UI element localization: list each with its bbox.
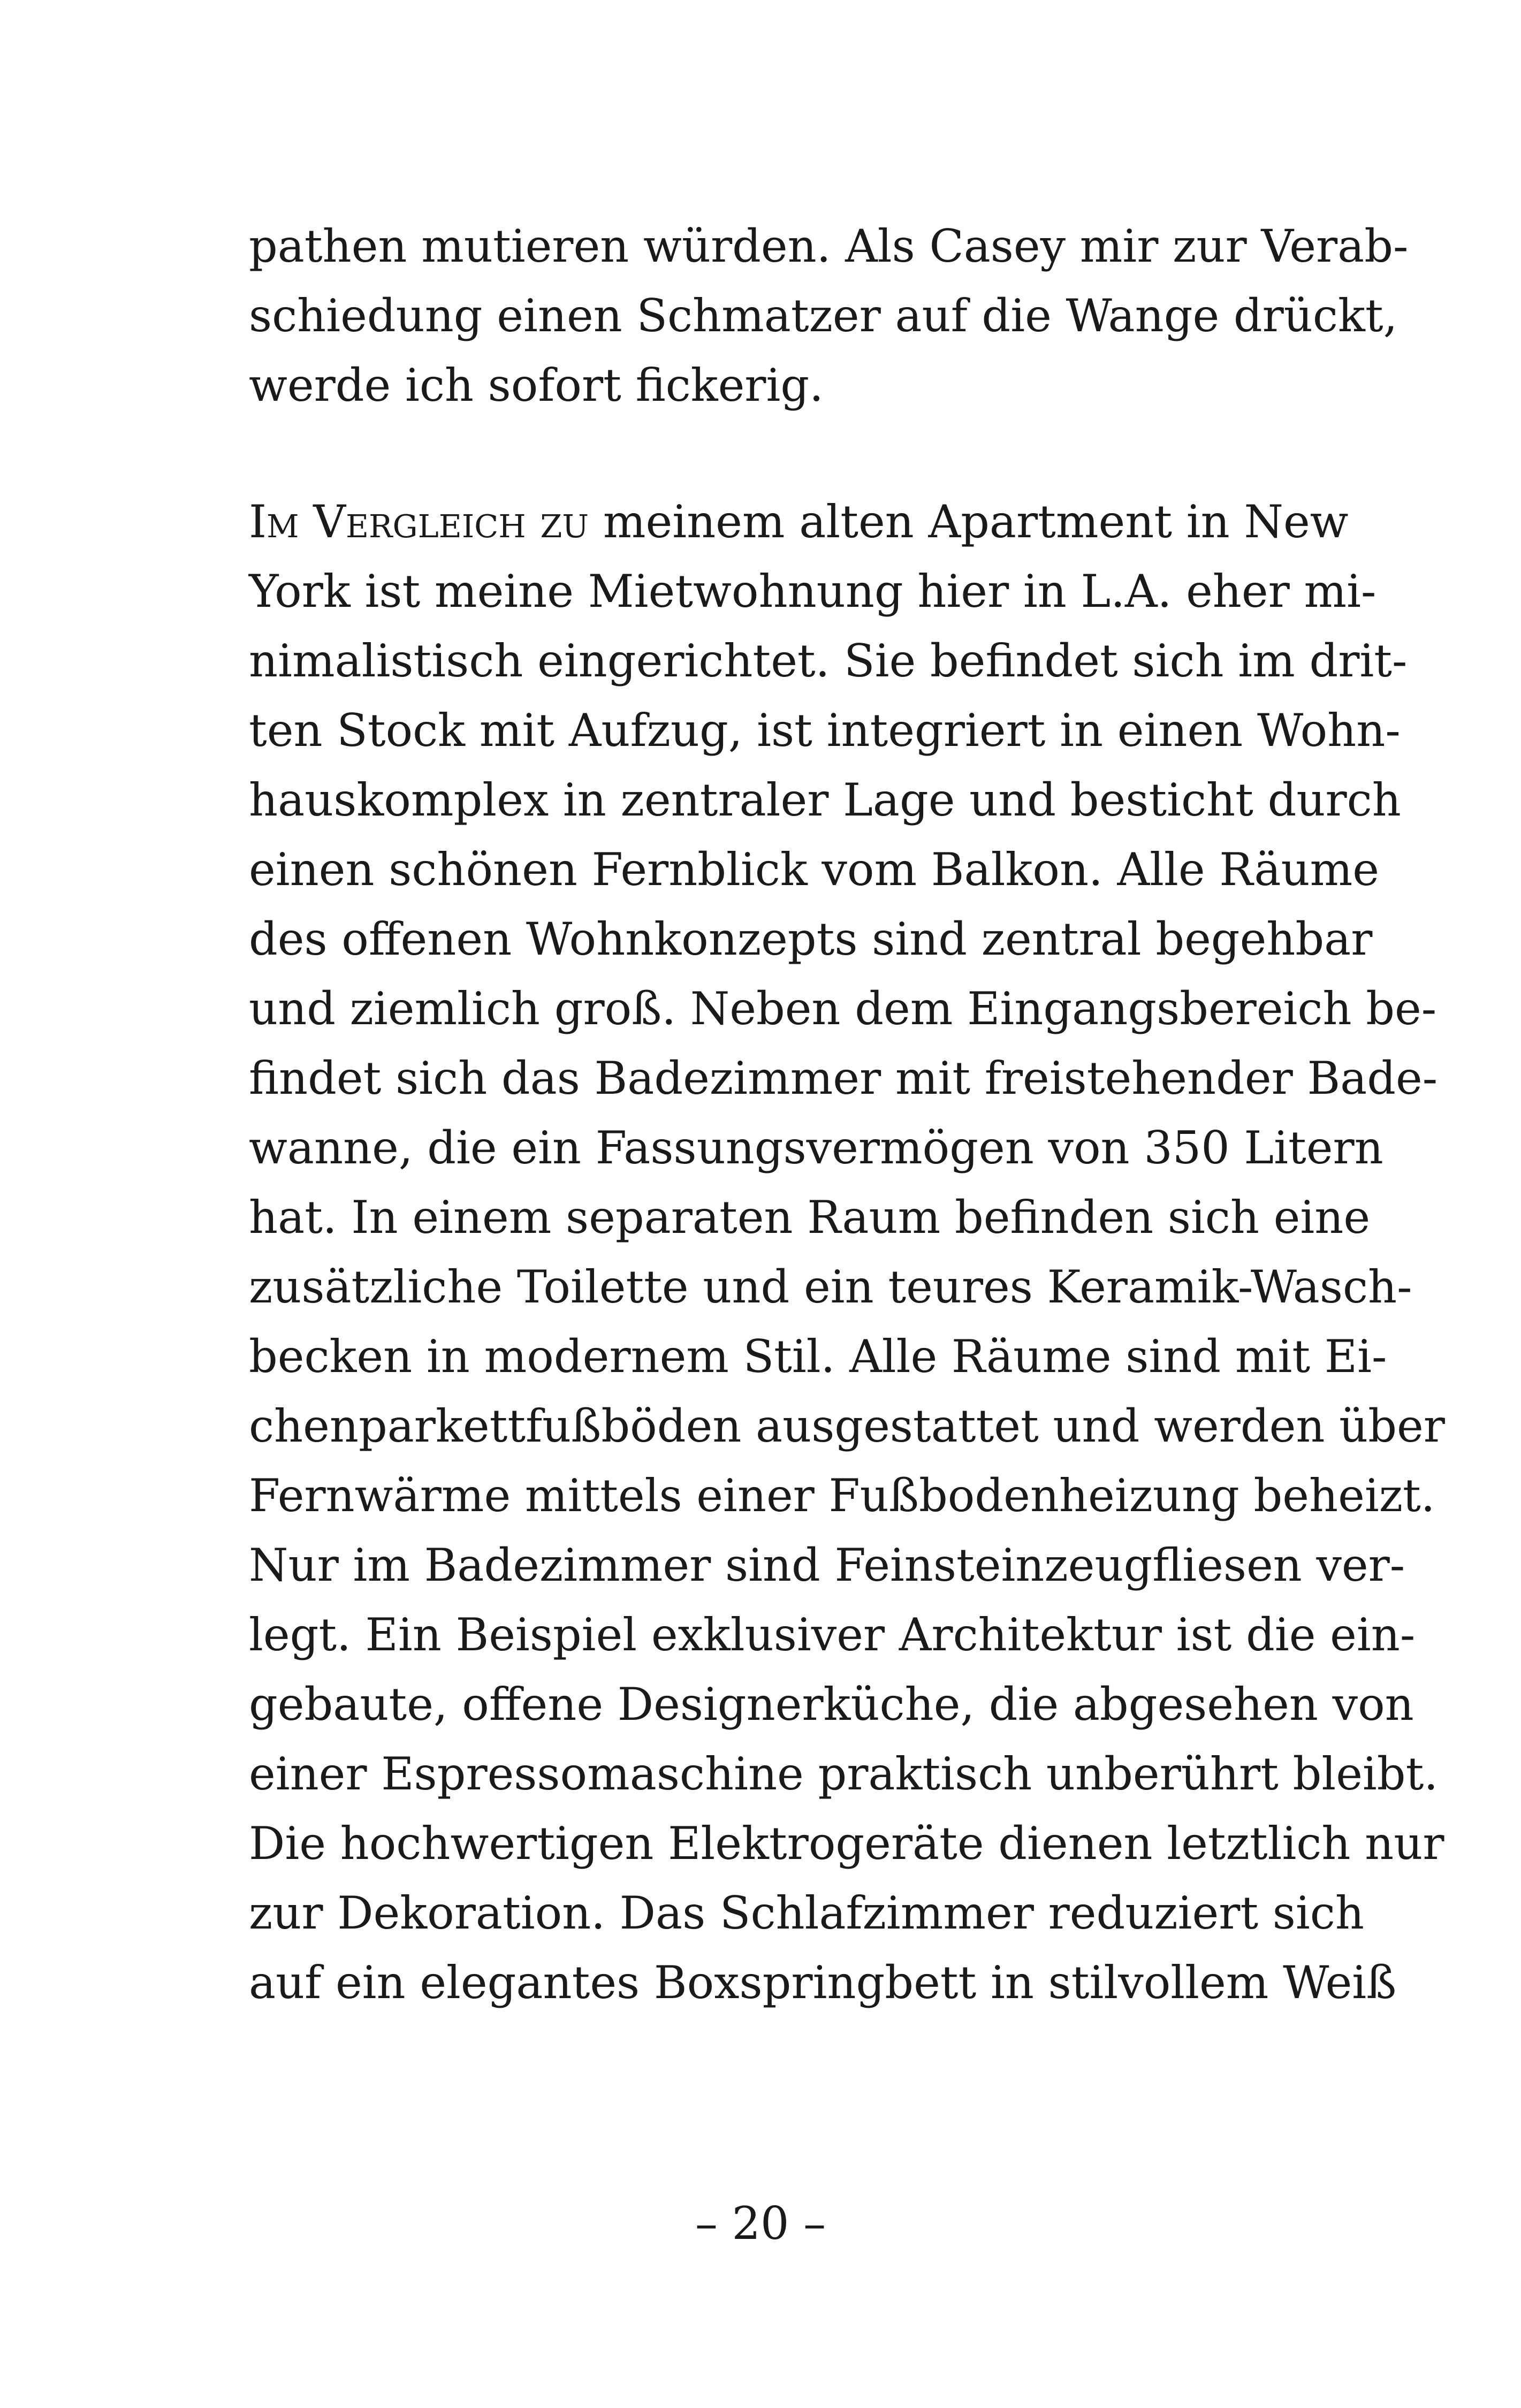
text-line: schiedung einen Schmatzer auf die Wange drückt, (249, 289, 1398, 342)
text-line: Fernwärme mittels einer Fußbodenheizung beheizt. (249, 1469, 1435, 1522)
page-number: – 20 – (695, 2197, 826, 2250)
text-line: findet sich das Badezimmer mit freistehender Bade- (249, 1052, 1438, 1104)
text-line: und ziemlich groß. Neben dem Eingangsbereich be- (249, 982, 1437, 1035)
opening-line-rest: meinem alten Apartment in New (589, 496, 1349, 548)
text-line: hauskomplex in zentraler Lage und besticht durch (249, 774, 1401, 826)
text-line: einen schönen Fernblick vom Balkon. Alle Räume (249, 843, 1379, 896)
text-line: zusätzliche Toilette und ein teures Keramik-Wasch- (249, 1261, 1412, 1313)
text-line: becken in modernem Stil. Alle Räume sind mit Ei- (249, 1330, 1387, 1383)
text-line: ten Stock mit Aufzug, ist integriert in einen Wohn- (249, 704, 1401, 757)
text-line: pathen mutieren würden. Als Casey mir zur Verab- (249, 220, 1409, 272)
text-line: wanne, die ein Fassungsvermögen von 350 Litern (249, 1122, 1383, 1174)
text-line: einer Espressomaschine praktisch unberührt bleibt. (249, 1748, 1439, 1800)
text-line: chenparkettfußböden ausgestattet und werden über (249, 1400, 1445, 1452)
paragraph-1 (249, 211, 1409, 420)
text-line: Die hochwertigen Elektrogeräte dienen letztlich nur (249, 1817, 1444, 1870)
paragraph-2 (249, 487, 1445, 2017)
text-line: legt. Ein Beispiel exklusiver Architektur ist die ein- (249, 1609, 1416, 1661)
text-line: zur Dekoration. Das Schlafzimmer reduziert sich (249, 1887, 1364, 1939)
text-line-opening (249, 487, 1349, 557)
text-line: Nur im Badezimmer sind Feinsteinzeugfliesen ver- (249, 1539, 1405, 1591)
text-line: gebaute, offene Designerküche, die abgesehen von (249, 1678, 1414, 1731)
text-line: auf ein elegantes Boxspringbett in stilvollem Weiß (249, 1956, 1397, 2009)
smallcaps-lead: Im Vergleich zu (249, 496, 589, 548)
text-line: des offenen Wohnkonzepts sind zentral begehbar (249, 913, 1373, 965)
text-line: nimalistisch eingerichtet. Sie befindet sich im drit- (249, 635, 1408, 687)
text-line: York ist meine Mietwohnung hier in L.A. eher mi- (249, 565, 1376, 618)
text-line: werde ich sofort fickerig. (249, 359, 824, 412)
text-line: hat. In einem separaten Raum befinden sich eine (249, 1191, 1371, 1244)
